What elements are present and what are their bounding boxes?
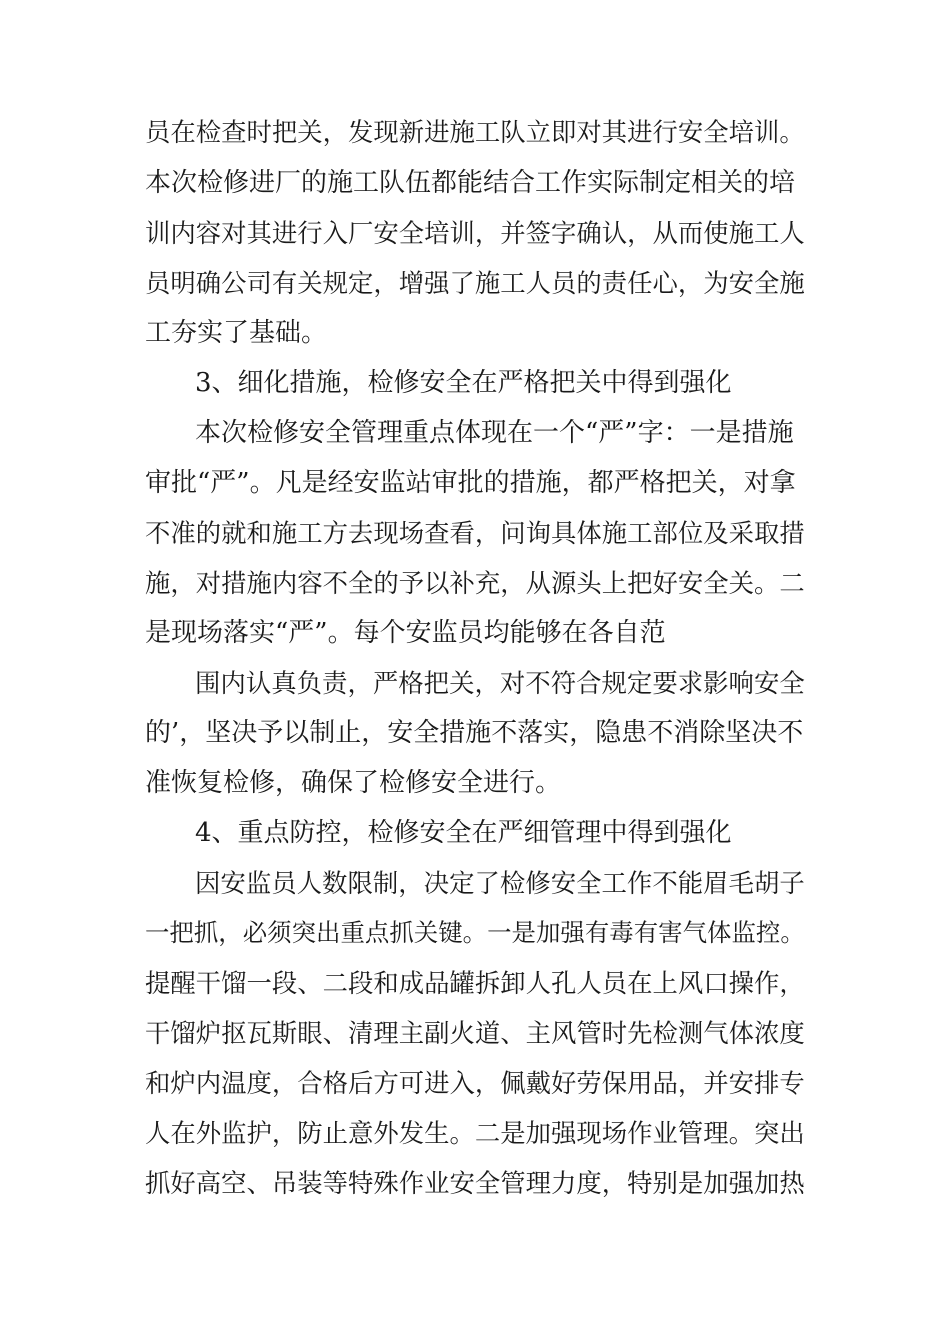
- text-line: 人在外监护，防止意外发生。二是加强现场作业管理。突出: [145, 1118, 805, 1148]
- text-line: 是现场落实“严”。每个安监员均能够在各自范: [145, 618, 666, 648]
- text-line: 本次检修安全管理重点体现在一个“严”字：一是措施: [195, 418, 794, 448]
- text-line: 员在检查时把关，发现新进施工队立即对其进行安全培训。: [145, 117, 805, 147]
- text-line: 因安监员人数限制，决定了检修安全工作不能眉毛胡子: [195, 868, 805, 898]
- text-line: 本次检修进厂的施工队伍都能结合工作实际制定相关的培: [145, 168, 796, 198]
- text-line: 干馏炉抠瓦斯眼、清理主副火道、主风管时先检测气体浓度: [145, 1018, 805, 1048]
- text-line: 准恢复检修，确保了检修安全进行。: [145, 768, 562, 798]
- text-line: 围内认真负责，严格把关，对不符合规定要求影响安全: [195, 668, 805, 698]
- text-line: 抓好高空、吊装等特殊作业安全管理力度，特别是加强加热: [145, 1168, 805, 1198]
- text-line: 提醒干馏一段、二段和成品罐拆卸人孔人员在上风口操作，: [145, 968, 805, 998]
- text-line: 员明确公司有关规定，增强了施工人员的责任心，为安全施: [145, 268, 805, 298]
- text-line: 施，对措施内容不全的予以补充，从源头上把好安全关。二: [145, 568, 805, 598]
- text-line: 不准的就和施工方去现场查看，问询具体施工部位及采取措: [145, 518, 805, 548]
- text-line: 的’，坚决予以制止，安全措施不落实，隐患不消除坚决不: [145, 718, 804, 748]
- text-line: 工夯实了基础。: [145, 318, 328, 348]
- section-heading: 3、细化措施，检修安全在严格把关中得到强化: [195, 368, 732, 398]
- section-heading: 4、重点防控，检修安全在严细管理中得到强化: [195, 818, 732, 848]
- text-line: 一把抓，必须突出重点抓关键。一是加强有毒有害气体监控。: [145, 918, 805, 947]
- text-line: 审批“严”。凡是经安监站审批的措施，都严格把关，对拿: [145, 468, 796, 498]
- text-line: 训内容对其进行入厂安全培训，并签字确认，从而使施工人: [145, 218, 805, 248]
- text-line: 和炉内温度，合格后方可进入，佩戴好劳保用品，并安排专: [145, 1068, 805, 1098]
